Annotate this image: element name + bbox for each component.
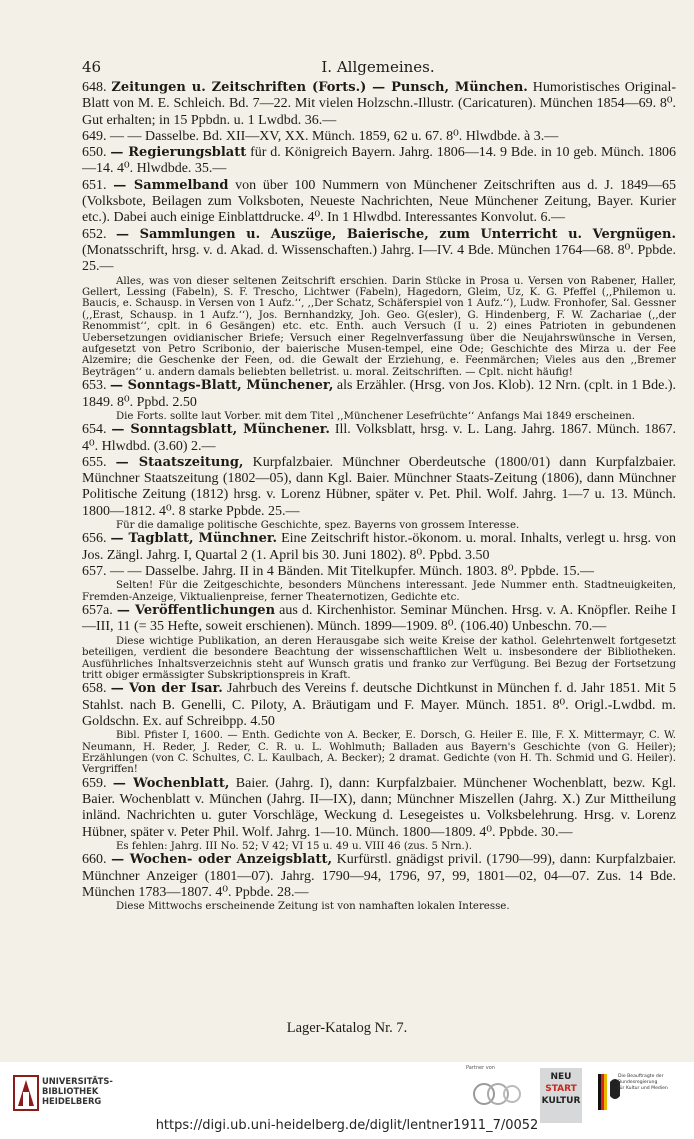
- entry-number: 655.: [82, 454, 107, 470]
- entry-note: Es fehlen: Jahrg. III No. 52; V 42; VI 15 u. 49 u. VIII 46 (zus. 5 Nrn.).: [116, 841, 472, 853]
- entry-body: — — Dasselbe. Jahrg. II in 4 Bänden. Mit Titelkupfer. Münch. 1803. 8⁰. Ppbde. 15.—: [110, 564, 595, 579]
- entry-body: — — Dasselbe. Bd. XII—XV, XX. Münch. 1859, 62 u. 67. 8⁰. Hlwdbde. à 3.—: [110, 128, 559, 144]
- entry-note: Für die damalige politische Geschichte, spez. Bayerns von grossem Interesse.: [116, 520, 520, 531]
- catalog-entry: [82, 455, 676, 532]
- entry-number: 657.: [82, 564, 107, 579]
- catalog-entry: [82, 681, 676, 776]
- entry-text: [82, 603, 676, 636]
- entry-number: 650.: [82, 145, 107, 161]
- entry-body: Kurfürstl. gnädigst privil. (1790—99), dann: Kurpfalzbaier. Münchner Anzeiger (1801—07). Jahrg. 1790—94, 1796, 97, 99, 1801—02, 04—07. Zus. 14 Bde. München 1783—1807. 4⁰. Ppbde. 28.—: [82, 852, 677, 901]
- catalog-entry: [82, 603, 676, 681]
- catalog-entry: [82, 145, 676, 178]
- entry-note: Alles, was von dieser seltenen Zeitschrift erschien. Darin Stücke in Prosa u. Versen von Rabener, Haller, Gellert, Lessing (Fabeln), S. F. Trescho, Lichtwer (Fabeln), Hagedorn, Gleim, Uz, K. G. Pfeffel (,,Philemon u. Baucis, e. Schausp. in Versen von 1 Aufz.‘‘, ,,Der Schatz, Schäferspiel von 1 Aufz.‘‘), Ludw. Fronhofer, Sal. Gessner (,,Erast, Schausp. in 1 Aufz.‘‘), Jos. Bernhandzky, Joh. Geo. G(esler), G. Hindenberg, F. W. Zachariae (,,der Renommist‘‘, cplt. in 6 Gesängen) etc. etc. Enth. auch Versuch (I u. 2) eines Patrioten in gebundenen Uebersetzungen ovidianischer Briefe; Versuch einer Regelnverfassung über die Neujahrswünsche in Versen, aufgesetzt von Petro Scribonio, der baierische Musen-tempel, eine Ode; Geschichte des Mirza u. der Fee Alzemire; die Geschenke der Feen, od. die Gewalt der Erziehung, e. Feenmärchen; Vieles aus den ,,Bremer Beyträgen‘‘ u. andern damals beliebten belletrist. u. moral. Zeitschriften. — Cplt. nicht häufig!: [82, 275, 676, 378]
- entry-body: aus d. Kirchenhistor. Seminar München. Hrsg. v. A. Knöpfler. Reihe I—III, 11 (= 35 Hefte, soweit erschienen). Münch. 1899—1909. 8⁰. (106.40) Unbeschn. 70.—: [82, 603, 677, 635]
- entry-body: von über 100 Nummern von Münchener Zeitschriften aus d. J. 1849—65 (Volksbote, Beilagen zum Volksboten, Neueste Nachrichten, Neue Münchener Zeitung, Bayer. Kurier etc.). Dabei auch einige Einblattdrucke. 4⁰. In 1 Hlwdbd. Interessantes Konvolut. 6.—: [82, 177, 677, 226]
- entry-heading: — Veröffentlichungen: [116, 603, 276, 619]
- entry-note: Bibl. Pfister I, 1600. — Enth. Gedichte von A. Becker, E. Dorsch, G. Heiler E. Ille, F. X. Mittermayr, C. W. Neumann, H. Reder, J. Reder, C. R. u. L. Wohlmuth; Balladen aus Bayern's Geschichte (von G. Heiler); Erzählungen (von C. Schultes, C. L. Kaulbach, A. Becker); 2 dramat. Gedichte (von H. Th. Schmid und G. Heiler). Vergriffen!: [82, 730, 676, 776]
- bkm-line-2: für Kultur und Medien: [618, 1086, 668, 1091]
- running-head: I. Allgemeines.: [321, 58, 435, 76]
- entry-number: 656.: [82, 531, 107, 547]
- entry-text: [82, 531, 676, 564]
- catalog-entry: [82, 852, 676, 912]
- partner-label: Partner von: [466, 1065, 495, 1071]
- entry-body: als Erzähler. (Hrsg. von Jos. Klob). 12 Nrn. (cplt. in 1 Bde.). 1849. 8⁰. Ppbd. 2.50: [82, 378, 676, 410]
- entry-body: für d. Königreich Bayern. Jahrg. 1806—14. 9 Bde. in 10 geb. Münch. 1806—14. 4⁰. Hlwdbde. 35.—: [82, 145, 677, 177]
- catalog-entry: [82, 564, 676, 603]
- entry-body: Ill. Volksblatt, hrsg. v. L. Lang. Jahrg. 1867. Münch. 1867. 4⁰. Hlwdbd. (3.60) 2.—: [82, 422, 677, 454]
- entry-text: [82, 422, 676, 455]
- library-name-line-2: BIBLIOTHEK: [42, 1086, 99, 1096]
- entry-text: [82, 681, 676, 730]
- entry-number: 651.: [82, 177, 107, 193]
- entry-body: Humoristisches Original-Blatt von M. E. Schleich. Bd. 7—22. Mit vielen Holzschn.-Illustr. (Caricaturen). München 1854—69. 8⁰. Gut erhalten; in 15 Ppbdn. u. 1 Lwdbd. 36.—: [82, 80, 677, 128]
- entry-body: Jahrbuch des Vereins f. deutsche Dichtkunst in München f. d. Jahr 1851. Mit 5 Stahlst. nach B. Genelli, C. Piloty, A. Bräutigam und F. Mayer. Münch. 1851. 8⁰. Origl.-Lwdbd. m. Goldschn. Ex. auf Schreibpp. 4.50: [82, 681, 677, 729]
- entry-body: Kurpfalzbaier. Münchner Oberdeutsche (1800/01) dann Kurpfalzbaier. Münchner Staatszeitung (1802—05), dann Kgl. Baier. Münchner Staats-Zeitung (1806), dann Münchner Politische Zeitung (1812) hrsg. v. Lorenz Hübner, später v. Pet. Phil. Wolf. Jahrg. 1—7 u. 13. Münch. 1800—1812. 4⁰. 8 starke Ppbde. 25.—: [82, 454, 677, 519]
- catalog-entry: [82, 227, 676, 379]
- catalog-entry: [82, 422, 676, 455]
- entry-text: [82, 455, 676, 520]
- neustart-line-1: NEU: [550, 1072, 572, 1082]
- entry-number: 649.: [82, 128, 107, 144]
- entry-note: Diese wichtige Publikation, an deren Herausgabe sich weite Kreise der kathol. Gelehrtenwelt fortgesetzt beteiligen, verdient die besondere Beachtung der wissenschaftlichen Welt u. insbesondere der Bibliotheken. Ausführliches Inhaltsverzeichnis steht auf Wunsch gratis und franko zur Verfügung. Bei Bezug der Fortsetzung tritt obiger ermässigter Subskriptionspreis in Kraft.: [82, 635, 676, 681]
- entry-heading: — Sonntagsblatt, Münchener.: [111, 422, 330, 438]
- entry-note: Diese Mittwochs erscheinende Zeitung ist von namhaften lokalen Interesse.: [116, 901, 510, 913]
- neustart-line-3: KULTUR: [541, 1096, 581, 1106]
- entry-text: [82, 852, 676, 901]
- page-url[interactable]: https://digi.ub.uni-heidelberg.de/diglit/lentner1911_7/0052: [155, 1118, 539, 1133]
- page-number: 46: [82, 58, 102, 76]
- viewer-footer: [0, 1062, 694, 1139]
- entry-body: (Monatsschrift, hrsg. v. d. Akad. d. Wissenschaften.) Jahrg. I—IV. 4 Bde. München 1764—68. 8⁰. Ppbde. 25.—: [82, 242, 676, 275]
- entry-heading: — Von der Isar.: [110, 681, 223, 697]
- entry-heading: Zeitungen u. Zeitschriften (Forts.) — Punsch, München.: [111, 80, 528, 95]
- entry-text: [82, 178, 676, 227]
- entry-number: 660.: [82, 852, 107, 868]
- bkm-label: [618, 1074, 694, 1092]
- library-name: [42, 1076, 113, 1106]
- catalog-entry: [82, 178, 676, 227]
- entry-text: [82, 227, 676, 276]
- entry-text: [82, 129, 676, 145]
- entry-heading: — Sammelband: [113, 177, 229, 193]
- library-name-line-3: HEIDELBERG: [42, 1096, 102, 1106]
- entry-heading: — Sonntags-Blatt, Münchener,: [110, 378, 334, 394]
- catalog-entries: [82, 80, 676, 913]
- catalog-entry: [82, 531, 676, 564]
- entry-heading: — Regierungsblatt: [110, 145, 247, 161]
- entry-heading: — Wochen- oder Anzeigsblatt,: [111, 852, 333, 868]
- entry-number: 653.: [82, 378, 107, 394]
- entry-note: Selten! Für die Zeitgeschichte, besonders Münchens interessant. Jede Nummer enth. Stadtneuigkeiten, Fremden-Anzeige, Viktualienpreise, ferner Theaternotizen, Gedichte etc.: [82, 580, 676, 603]
- catalog-entry: [82, 129, 676, 145]
- entry-note: Die Forts. sollte laut Vorber. mit dem Titel ,,Münchener Lesefrüchte‘‘ Anfangs Mai 1849 erscheinen.: [116, 410, 635, 422]
- entry-text: [82, 145, 676, 178]
- catalog-entry: [82, 80, 676, 129]
- entry-number: 657a.: [82, 603, 113, 619]
- library-name-line-1: UNIVERSITÄTS-: [42, 1076, 113, 1086]
- entry-heading: — Tagblatt, Münchner.: [110, 531, 278, 547]
- entry-heading: — Staatszeitung,: [115, 454, 244, 470]
- catalog-footer: Lager-Katalog Nr. 7.: [286, 1020, 408, 1036]
- entry-number: 658.: [82, 681, 107, 697]
- neustart-kultur-logo[interactable]: [540, 1068, 582, 1123]
- entry-text: [82, 378, 676, 411]
- page-header: [82, 58, 674, 78]
- entry-number: 652.: [82, 226, 107, 242]
- entry-text: [82, 80, 676, 129]
- entry-heading: — Sammlungen u. Auszüge, Baierische, zum Unterricht u. Vergnügen.: [116, 226, 676, 242]
- entry-text: [82, 564, 676, 580]
- catalog-entry: [82, 776, 676, 853]
- entry-body: Eine Zeitschrift histor.-ökonom. u. moral. Inhalts, verlegt u. hrsg. von Jos. Zängl. Jahrg. I, Quartal 2 (1. April bis 30. Juni 1802). 8⁰. Ppbd. 3.50: [82, 531, 677, 563]
- neustart-line-2: START: [545, 1084, 577, 1094]
- entry-number: 659.: [82, 775, 107, 791]
- entry-number: 648.: [82, 80, 107, 95]
- bkm-line-1: Die Beauftragte der Bundesregierung: [618, 1074, 664, 1085]
- catalog-entry: [82, 378, 676, 422]
- entry-text: [82, 776, 676, 841]
- partner-logo-icon: [466, 1074, 526, 1114]
- entry-number: 654.: [82, 422, 107, 438]
- entry-heading: — Wochenblatt,: [112, 775, 230, 791]
- entry-body: Baier. (Jahrg. I), dann: Kurpfalzbaier. Münchener Wochenblatt, bezw. Kgl. Baier. Wochenblatt v. München (Jahrg. II—IX), dann; Münchner Miszellen (Jahrg. X.) Zur Mittheilung inländ. Nachrichten u. guter Vorschläge, Weckung d. Lesegeistes u. Volksbelehrung. Hrsg. v. Lorenz Hübner, später v. Peter Phil. Wolf. Jahrg. 1—10. Münch. 1800—1809. 4⁰. Ppbde. 30.—: [82, 775, 677, 840]
